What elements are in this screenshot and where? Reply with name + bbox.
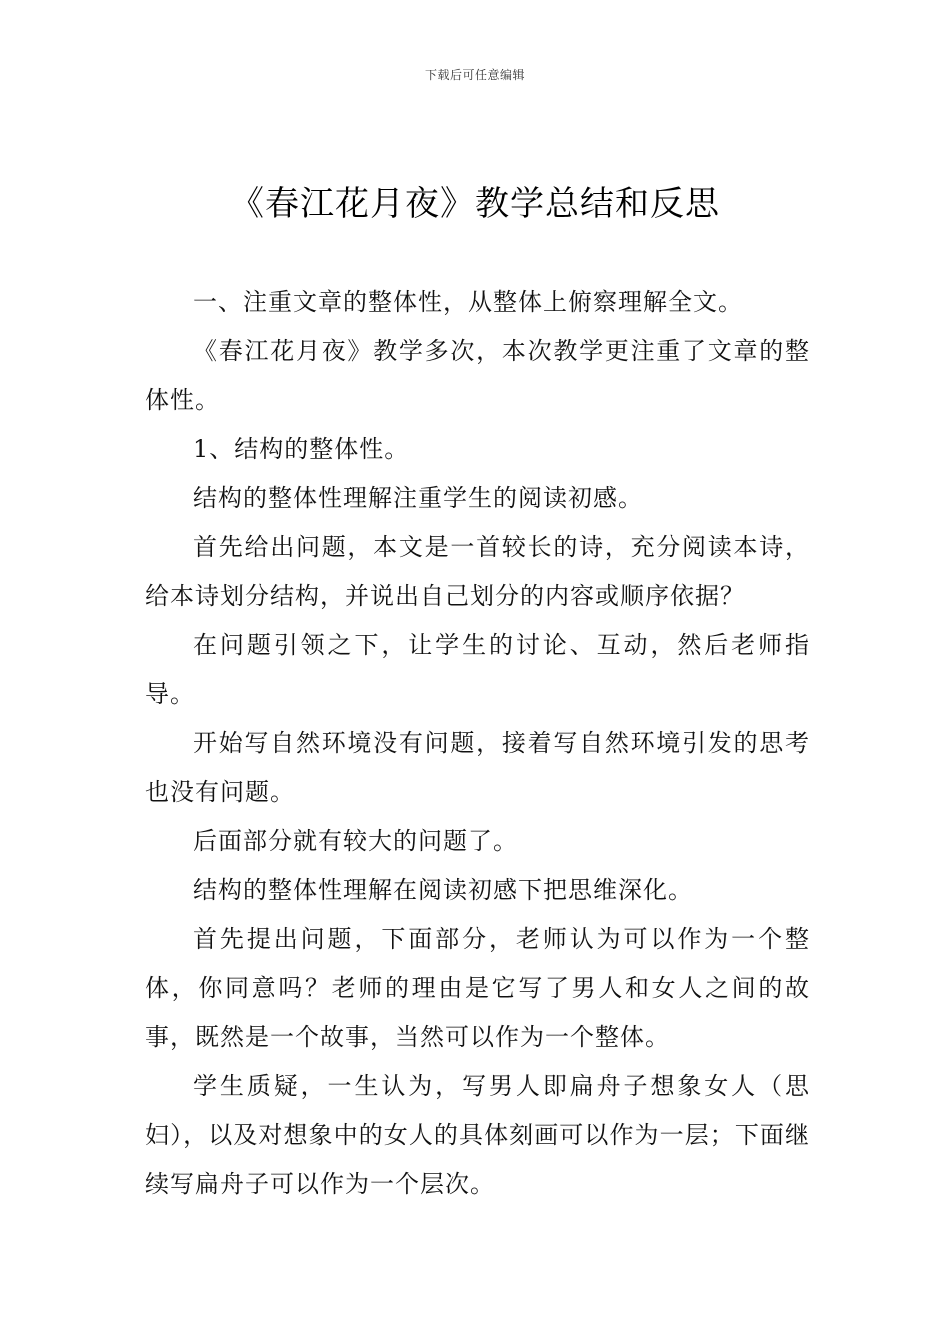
paragraph: 学生质疑，一生认为，写男人即扁舟子想象女人（思妇），以及对想象中的女人的具体刻画可以作为一层；下面继续写扁舟子可以作为一个层次。	[145, 1072, 810, 1198]
document-title: 《春江花月夜》教学总结和反思	[230, 184, 720, 224]
paragraph: 在问题引领之下，让学生的讨论、互动，然后老师指导。	[145, 631, 810, 708]
paragraph: 1、结构的整体性。	[193, 435, 410, 463]
header-note: 下载后可任意编辑	[424, 68, 525, 82]
paragraph: 首先提出问题，下面部分，老师认为可以作为一个整体，你同意吗？老师的理由是它写了男人和女人之间的故事，既然是一个故事，当然可以作为一个整体。	[145, 925, 810, 1051]
paragraph: 后面部分就有较大的问题了。	[193, 827, 518, 855]
paragraph: 一、注重文章的整体性，从整体上俯察理解全文。	[193, 288, 743, 316]
paragraph: 《春江花月夜》教学多次，本次教学更注重了文章的整体性。	[145, 337, 810, 414]
paragraph: 结构的整体性理解在阅读初感下把思维深化。	[193, 876, 693, 904]
paragraph: 结构的整体性理解注重学生的阅读初感。	[193, 484, 643, 512]
paragraph: 首先给出问题，本文是一首较长的诗，充分阅读本诗，给本诗划分结构，并说出自己划分的内容或顺序依据？	[145, 533, 810, 610]
document-body	[145, 278, 810, 1209]
paragraph: 开始写自然环境没有问题，接着写自然环境引发的思考也没有问题。	[145, 729, 810, 806]
